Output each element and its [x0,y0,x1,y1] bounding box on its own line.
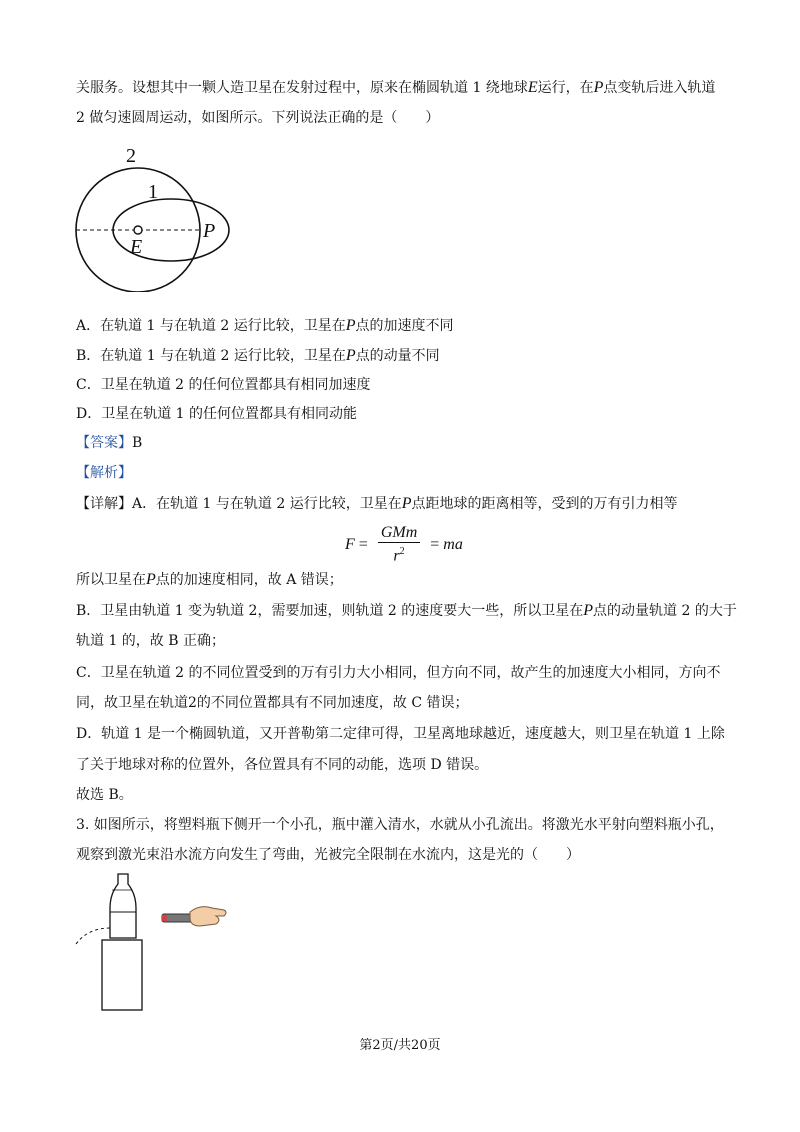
detail-tag: 【详解】 [76,496,132,512]
formula-equals: = [358,535,368,553]
gravity-formula [345,524,463,565]
detail-conclusion: 故选 B。 [76,787,133,803]
formula-equals: = [430,535,440,553]
detail-line-b1 [76,601,737,621]
detail-text: 所以卫星在 [76,572,146,588]
formula-denominator [393,543,404,565]
label-earth: E [130,236,143,258]
formula-rhs: ma [443,535,463,553]
orbit-figure [66,142,266,292]
option-text: A．在轨道 1 与在轨道 2 运行比较，卫星在 [76,318,346,334]
detail-text: 点的动量轨道 2 的大于 [593,603,737,619]
detail-line-b2: 轨道 1 的，故 B 正确； [76,633,225,649]
bottle-stand [102,940,142,1010]
option-a [76,316,454,336]
analysis-tag: 【解析】 [76,465,132,481]
point-symbol: P [146,571,156,588]
answer-tag: 【答案】 [76,435,132,451]
intro-text: 关服务。设想其中一颗人造卫星在发射过程中，原来在椭圆轨道 1 绕地球 [76,80,528,96]
intro-text: 运行，在 [537,80,594,96]
detail-line-d2: 了关于地球对称的位置外，各位置具有不同的动能，选项 D 错误。 [76,757,489,773]
detail-text: A．在轨道 1 与在轨道 2 运行比较，卫星在 [132,496,402,512]
detail-line-a2 [76,570,343,590]
page-footer: 第2页/共20页 [359,1038,441,1053]
formula-lhs: F [345,535,355,553]
bottle-outline [110,874,136,938]
option-c: C．卫星在轨道 2 的任何位置都具有相同加速度 [76,377,371,393]
water-stream [76,928,110,944]
detail-text: 点的加速度相同，故 A 错误； [155,572,343,588]
hand-icon [190,907,226,926]
point-symbol: P [583,602,594,619]
detail-line-a [76,494,678,514]
detail-text: B．卫星由轨道 1 变为轨道 2，需要加速，则轨道 2 的速度要大一些，所以卫星在 [76,603,584,619]
answer-line [76,433,142,453]
bottle-laser-figure [66,868,246,1018]
label-point-p: P [203,220,216,242]
detail-line-c2: 同，故卫星在轨道2的不同位置都具有不同加速度，故 C 错误； [76,695,469,711]
detail-text: 点距地球的距离相等，受到的万有引力相等 [411,496,678,512]
point-symbol: P [345,317,356,334]
point-symbol: P [401,495,412,512]
intro-line-2: 2 做匀速圆周运动，如图所示。下列说法正确的是（ ） [76,110,440,126]
formula-fraction [378,524,420,565]
option-b [76,346,440,366]
intro-text: 点变轨后进入轨道 [603,80,716,96]
option-text: 点的动量不同 [355,348,440,364]
answer-value: B [132,435,143,451]
question-3-line-2: 观察到激光束沿水流方向发生了弯曲，光被完全限制在水流内，这是光的（ ） [76,847,580,863]
formula-den-base: r [393,547,400,565]
earth-symbol: E [527,79,538,96]
point-symbol: P [345,347,356,364]
intro-line-1 [76,78,715,98]
detail-line-d1: D．轨道 1 是一个椭圆轨道，又开普勒第二定律可得，卫星离地球越近，速度越大，则卫星在轨道 1 上除 [76,726,725,742]
detail-line-c1: C．卫星在轨道 2 的不同位置受到的万有引力大小相同，但方向不同，故产生的加速度大小相同，方向不 [76,665,721,681]
formula-numerator: GMm [378,524,420,543]
label-orbit-2: 2 [126,145,136,167]
option-text: B．在轨道 1 与在轨道 2 运行比较，卫星在 [76,348,346,364]
option-text: 点的加速度不同 [355,318,454,334]
earth-dot [134,226,142,234]
option-d: D．卫星在轨道 1 的任何位置都具有相同动能 [76,406,358,422]
label-orbit-1: 1 [148,181,158,203]
formula-den-exponent: 2 [399,546,405,557]
question-3-line-1: 3. 如图所示，将塑料瓶下侧开一个小孔，瓶中灌入清水，水就从小孔流出。将激光水平射向塑料瓶小孔， [76,817,724,833]
point-symbol: P [593,79,604,96]
